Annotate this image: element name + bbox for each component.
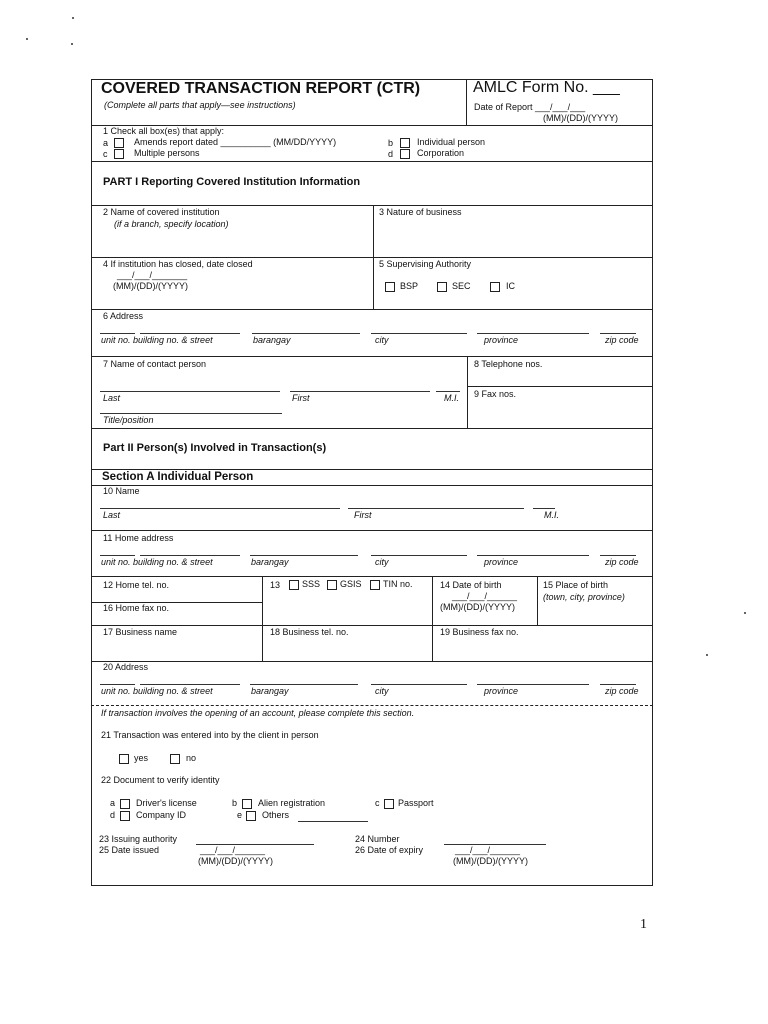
alien-registration-checkbox[interactable]	[242, 799, 252, 809]
field11-label: 11 Home address	[103, 533, 174, 543]
contact-title-label: Title/position	[103, 415, 154, 425]
others-checkbox[interactable]	[246, 811, 256, 821]
scan-speck	[71, 43, 73, 45]
part1-title: PART I Reporting Covered Institution Information	[103, 176, 361, 188]
field13-label: 13	[270, 580, 281, 590]
address11-city-label: city	[375, 557, 389, 567]
drivers-license-checkbox[interactable]	[120, 799, 130, 809]
in-person-no-checkbox[interactable]	[170, 754, 180, 764]
passport-checkbox[interactable]	[384, 799, 394, 809]
contact-last-label: Last	[103, 393, 121, 403]
field2-label: 2 Name of covered institution	[103, 207, 220, 217]
tin-checkbox[interactable]	[370, 580, 380, 590]
field14-format: (MM)/(DD)/(YYYY)	[440, 602, 515, 612]
gsis-checkbox[interactable]	[327, 580, 337, 590]
scan-speck	[706, 654, 708, 656]
date-of-report: Date of Report ___/___/___	[474, 102, 586, 112]
address6-zip-label: zip code	[605, 335, 639, 345]
section-a-title: Section A Individual Person	[102, 471, 254, 483]
in-person-yes-checkbox[interactable]	[119, 754, 129, 764]
field6-label: 6 Address	[103, 311, 144, 321]
address6-unit-street-label: unit no. building no. & street	[101, 335, 213, 345]
field7-label: 7 Name of contact person	[103, 359, 207, 369]
ic-checkbox[interactable]	[490, 282, 500, 292]
part2-title: Part II Person(s) Involved in Transaction(s)	[103, 442, 327, 454]
amlc-form-no: AMLC Form No. ___	[473, 79, 620, 96]
field18-label: 18 Business tel. no.	[270, 627, 349, 637]
item1-label: 1 Check all box(es) that apply:	[103, 126, 225, 136]
address20-province-label: province	[484, 686, 519, 696]
address20-city-label: city	[375, 686, 389, 696]
name-mi-label: M.I.	[544, 510, 559, 520]
contact-mi-label: M.I.	[444, 393, 459, 403]
sec-checkbox[interactable]	[437, 282, 447, 292]
field4-format: (MM)/(DD)/(YYYY)	[113, 281, 188, 291]
scan-speck	[744, 612, 746, 614]
corporation-label: Corporation	[417, 148, 465, 158]
field4-label: 4 If institution has closed, date closed	[103, 259, 253, 269]
company-id-checkbox[interactable]	[120, 811, 130, 821]
field19-label: 19 Business fax no.	[440, 627, 519, 637]
field14-label: 14 Date of birth	[440, 580, 502, 590]
field14-blank: ___/___/______	[452, 591, 518, 601]
field8-label: 8 Telephone nos.	[474, 359, 543, 369]
field26-blank: ___/___/______	[455, 845, 521, 855]
scan-speck	[26, 38, 28, 40]
address20-barangay-label: barangay	[251, 686, 289, 696]
form-subtitle: (Complete all parts that apply—see instructions)	[104, 100, 296, 110]
address20-zip-label: zip code	[605, 686, 639, 696]
field17-label: 17 Business name	[103, 627, 178, 637]
field25-blank: ___/___/______	[200, 845, 266, 855]
field26-label: 26 Date of expiry	[355, 845, 424, 855]
field9-label: 9 Fax nos.	[474, 389, 517, 399]
page-number: 1	[640, 917, 647, 932]
address11-province-label: province	[484, 557, 519, 567]
name-first-label: First	[354, 510, 372, 520]
header-divider	[466, 79, 467, 125]
address20-unit-street-label: unit no. building no. & street	[101, 686, 213, 696]
address11-barangay-label: barangay	[251, 557, 289, 567]
multiple-persons-label: Multiple persons	[134, 148, 200, 158]
account-note: If transaction involves the opening of an account, please complete this section.	[101, 708, 415, 718]
date-of-report-format: (MM)/(DD)/(YYYY)	[543, 113, 618, 123]
field21-label: 21 Transaction was entered into by the client in person	[101, 730, 319, 740]
corporation-checkbox[interactable]	[400, 149, 410, 159]
field20-label: 20 Address	[103, 662, 149, 672]
amends-report-checkbox[interactable]	[114, 138, 124, 148]
field24-label: 24 Number	[355, 834, 400, 844]
name-last-label: Last	[103, 510, 121, 520]
field23-label: 23 Issuing authority	[99, 834, 178, 844]
bsp-checkbox[interactable]	[385, 282, 395, 292]
individual-person-checkbox[interactable]	[400, 138, 410, 148]
field3-label: 3 Nature of business	[379, 207, 462, 217]
field16-label: 16 Home fax no.	[103, 603, 170, 613]
field5-label: 5 Supervising Authority	[379, 259, 472, 269]
field15-sub: (town, city, province)	[543, 592, 625, 602]
address6-barangay-label: barangay	[253, 335, 291, 345]
amends-report-label: Amends report dated __________ (MM/DD/YYYY)	[134, 137, 337, 147]
field2-sub: (if a branch, specify location)	[114, 219, 229, 229]
field25-format: (MM)/(DD)/(YYYY)	[198, 856, 273, 866]
address11-zip-label: zip code	[605, 557, 639, 567]
field25-label: 25 Date issued	[99, 845, 160, 855]
contact-first-label: First	[292, 393, 310, 403]
field10-label: 10 Name	[103, 486, 140, 496]
field22-label: 22 Document to verify identity	[101, 775, 220, 785]
form-title: COVERED TRANSACTION REPORT (CTR)	[101, 80, 421, 97]
scan-speck	[72, 17, 74, 19]
individual-person-label: Individual person	[417, 137, 486, 147]
sss-checkbox[interactable]	[289, 580, 299, 590]
field26-format: (MM)/(DD)/(YYYY)	[453, 856, 528, 866]
address6-city-label: city	[375, 335, 389, 345]
multiple-persons-checkbox[interactable]	[114, 149, 124, 159]
field15-label: 15 Place of birth	[543, 580, 609, 590]
address11-unit-street-label: unit no. building no. & street	[101, 557, 213, 567]
field12-label: 12 Home tel. no.	[103, 580, 170, 590]
field4-blank: ___/___/_______	[117, 270, 188, 280]
address6-province-label: province	[484, 335, 519, 345]
